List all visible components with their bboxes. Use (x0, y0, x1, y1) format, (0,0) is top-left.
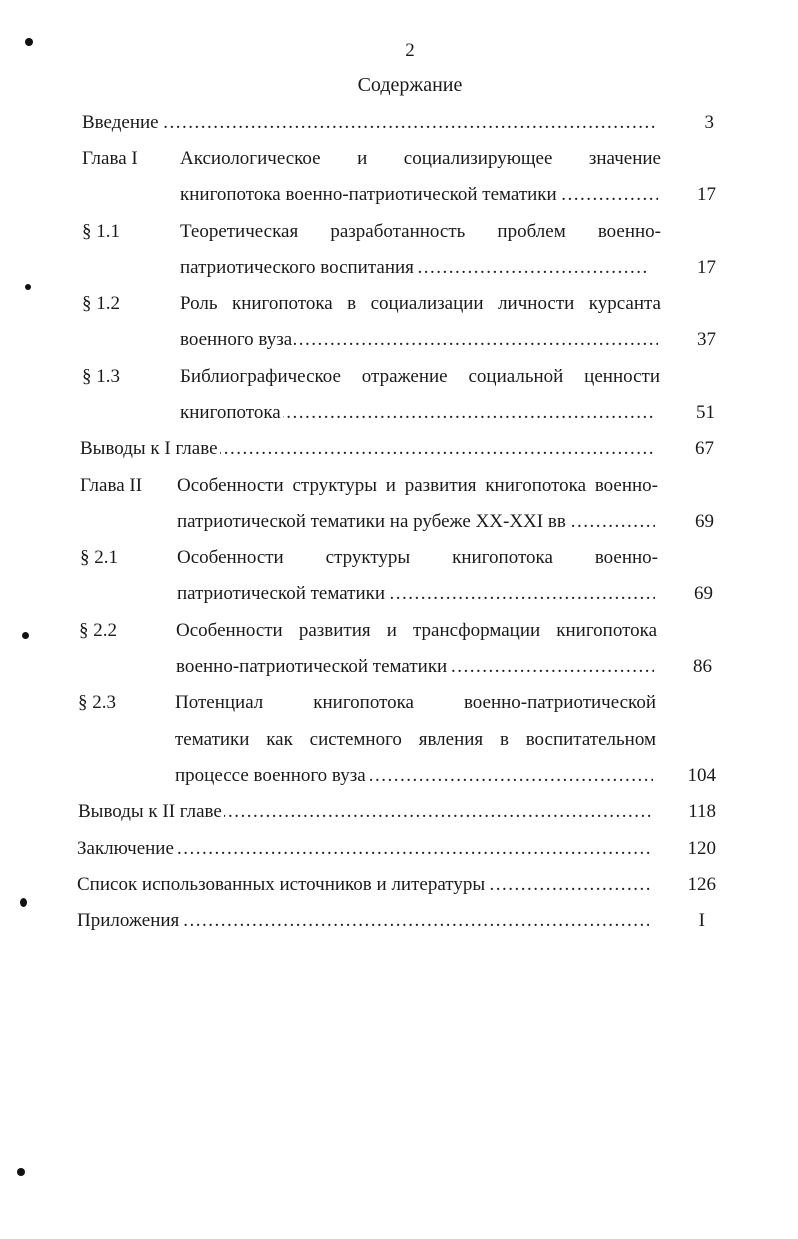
toc-title-line: патриотической тематики на рубеже XX-XXI вв ..... (177, 509, 655, 535)
toc-title-line: патриотического воспитания ..... (180, 255, 646, 281)
toc-page: 3 (704, 112, 714, 133)
page-number: 2 (405, 40, 415, 61)
toc-page: 67 (695, 438, 714, 459)
toc-page: I (698, 910, 705, 931)
toc-title-line: военного вуза ..... (180, 327, 658, 353)
toc-label: Глава I (82, 148, 138, 169)
toc-title-line: Библиографическое отражение социальной ценности (180, 366, 660, 387)
toc-page: 17 (697, 184, 716, 205)
toc-label: § 1.3 (82, 366, 120, 387)
toc-label: § 2.3 (78, 692, 116, 713)
toc-entry-sources: Список использованных источников и литературы ..... (77, 872, 653, 898)
scan-mark (20, 898, 27, 907)
toc-title-line: процессе военного вуза ..... (175, 763, 653, 789)
toc-page: 17 (697, 257, 716, 278)
toc-title-line: книгопотока военно-патриотической тематики ..... (180, 182, 658, 208)
scan-mark (17, 1168, 25, 1176)
toc-title-line: Особенности развития и трансформации книгопотока (176, 620, 657, 641)
toc-page: 69 (694, 583, 713, 604)
toc-title-line: книгопотока ..... (180, 400, 656, 426)
toc-page: 69 (695, 511, 714, 532)
toc-label: § 2.2 (79, 620, 117, 641)
toc-title-line: Роль книгопотока в социализации личности курсанта (180, 293, 661, 314)
toc-page: 126 (687, 874, 716, 895)
toc-label: Глава II (80, 475, 143, 496)
toc-page: 37 (697, 329, 716, 350)
toc-title-line: тематики как системного явления в воспитательном (175, 729, 656, 750)
toc-entry-conclusions-2: Выводы к II главе ..... (78, 799, 654, 825)
toc-entry-intro: Введение ..... (82, 110, 658, 136)
toc-page: 51 (696, 402, 715, 423)
toc-page: 86 (693, 656, 712, 677)
toc-entry-conclusion: Заключение ..... (77, 836, 653, 862)
scan-mark (22, 632, 29, 639)
scan-mark (25, 284, 31, 290)
toc-label: § 2.1 (80, 547, 118, 568)
toc-page: 118 (688, 801, 716, 822)
toc-title-line: патриотической тематики ..... (177, 581, 655, 607)
toc-title-line: Теоретическая разработанность проблем военно- (180, 221, 661, 242)
page-title: Содержание (357, 74, 463, 96)
toc-title-line: военно-патриотической тематики ..... (176, 654, 654, 680)
toc-page: 104 (687, 765, 716, 786)
toc-title-line: Аксиологическое и социализирующее значение (180, 148, 661, 169)
toc-title-line: Потенциал книгопотока военно-патриотической (175, 692, 656, 713)
toc-title-line: Особенности структуры книгопотока военно- (177, 547, 658, 568)
toc-label: § 1.1 (82, 221, 120, 242)
toc-label: § 1.2 (82, 293, 120, 314)
toc-entry-appendix: Приложения ..... (77, 908, 649, 934)
toc-page: 120 (687, 838, 716, 859)
toc-title-line: Особенности структуры и развития книгопотока военно- (177, 475, 658, 496)
toc-entry-conclusions-1: Выводы к I главе ..... (80, 436, 656, 462)
